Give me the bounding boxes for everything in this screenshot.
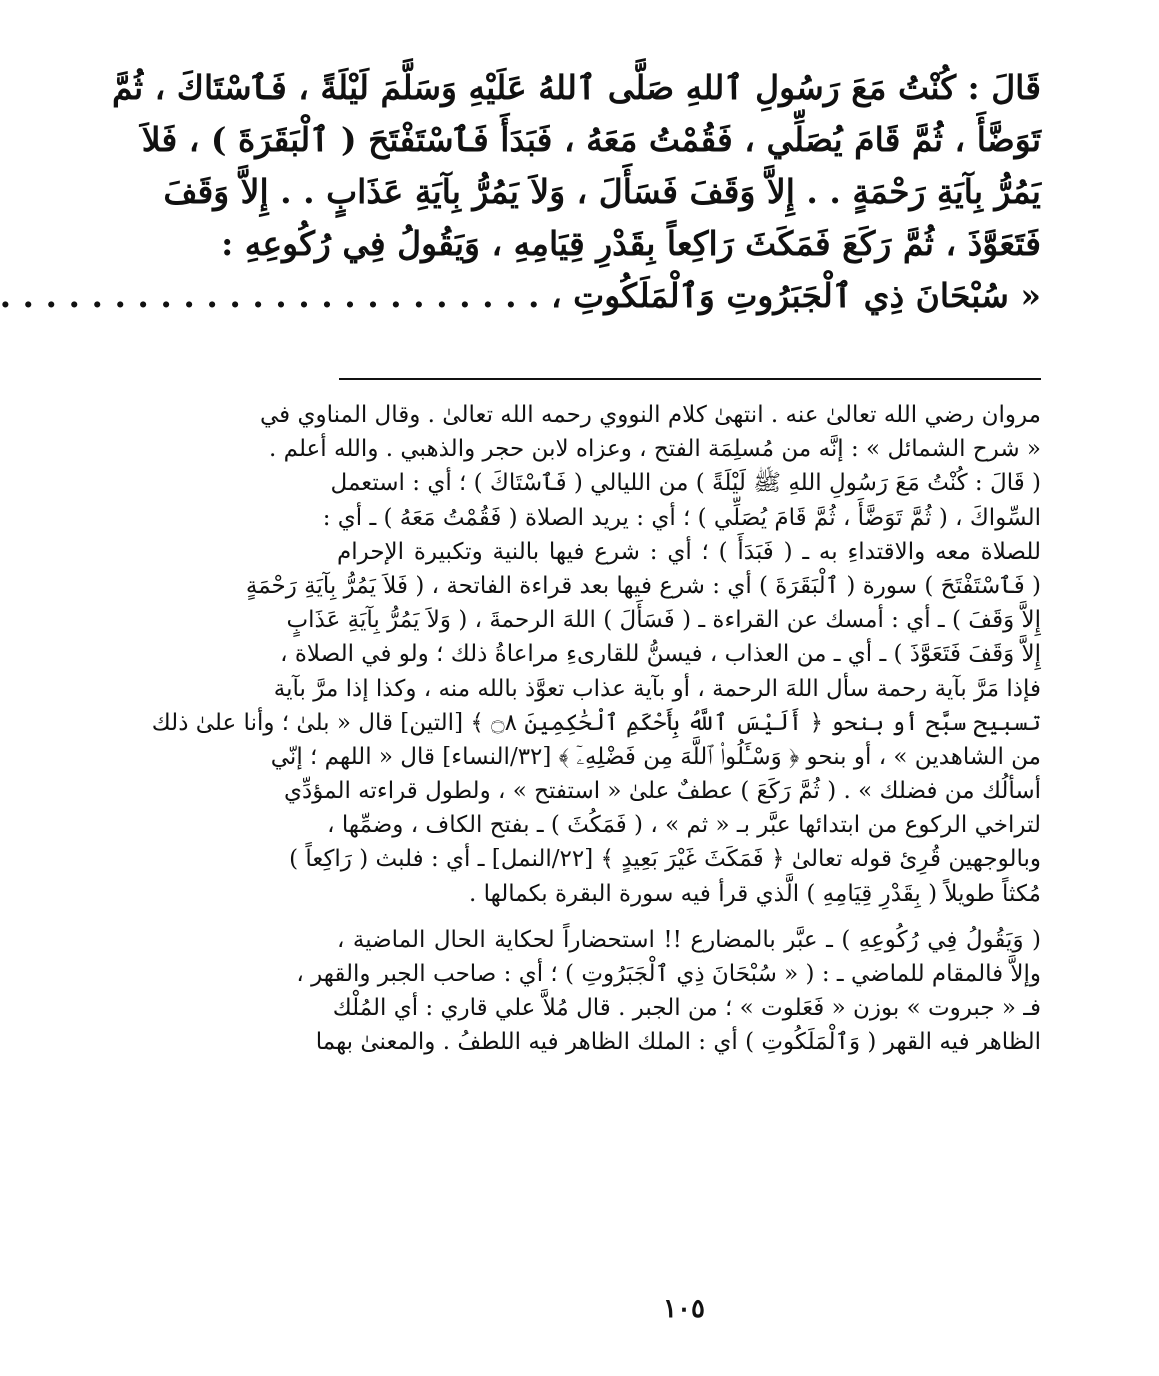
matn-line: فَتَعَوَّذَ ، ثُمَّ رَكَعَ فَمَكَثَ رَاكِعاً بِقَدْرِ قِيَامِهِ ، وَيَقُولُ فِي رُكُوعِهِ : xyxy=(221,224,1041,263)
separator-rule xyxy=(339,378,1041,380)
commentary-line: من الشاهدين » ، أو بنحو ﴿ وَسْـَٔلُوا۟ ٱللَّهَ مِن فَضْلِهِۦٓ ﴾ [٣٢/النساء] قال « اللهم ؛ إنّي xyxy=(270,743,1041,770)
page-number: ١٠٥ xyxy=(663,1294,705,1324)
commentary-line: إِلاَّ وَقَفَ ) ـ أي : أمسك عن القراءة ـ ( فَسَأَلَ ) اللهَ الرحمةَ ، ( وَلاَ يَمُرُّ بِآيَةِ عَذَابٍ xyxy=(286,607,1041,634)
commentary-line: فـ « جبروت » بوزن « فَعَلوت » ؛ من الجبر . قال مُلاَّ علي قاري : أي المُلْك xyxy=(332,995,1041,1022)
commentary-line: تسبيح سبَّح أو بنحو ﴿ أَلَيْسَ ٱللَّهُ بِأَحْكَمِ ٱلْحَٰكِمِينَ ۝٨ ﴾ [التين] قال « بلىٰ ؛ وأنا علىٰ ذلك xyxy=(151,709,1041,736)
commentary-line: وبالوجهين قُرِئ قوله تعالىٰ ﴿ فَمَكَثَ غَيْرَ بَعِيدٍ ﴾ [٢٢/النمل] ـ أي : فلبث ( رَاكِعاً ) xyxy=(289,846,1041,873)
matn-line: يَمُرُّ بِآيَةِ رَحْمَةٍ . . إِلاَّ وَقَفَ فَسَأَلَ ، وَلاَ يَمُرُّ بِآيَةِ عَذَابٍ . . إِلاَّ وَقَفَ xyxy=(163,172,1041,211)
commentary-line: للصلاة معه والاقتداءِ به ـ ( فَبَدَأَ ) ؛ أي : شرع فيها بالنية وتكبيرة الإحرام xyxy=(337,538,1041,565)
commentary-line: مُكثاً طويلاً ( بِقَدْرِ قِيَامِهِ ) الَّذي قرأ فيه سورة البقرة بكمالها . xyxy=(469,880,1041,907)
commentary-text xyxy=(151,398,1041,1060)
commentary-line: لتراخي الركوع من ابتدائها عبَّر بـ « ثم » ، ( فَمَكُثَ ) ـ بفتح الكاف ، وضمِّها ، xyxy=(327,812,1041,839)
commentary-line: مروان رضي الله تعالىٰ عنه . انتهىٰ كلام النووي رحمه الله تعالىٰ . وقال المناوي في xyxy=(260,402,1041,428)
commentary-line: ( قَالَ : كُنْتُ مَعَ رَسُولِ اللهِ ﷺ لَيْلَةً ) من الليالي ( فَٱسْتَاكَ ) ؛ أي : استعمل xyxy=(330,470,1041,497)
paragraph-gap xyxy=(337,911,1041,923)
matn-text xyxy=(0,62,1041,322)
matn-line: تَوَضَّأَ ، ثُمَّ قَامَ يُصَلِّي ، فَقُمْتُ مَعَهُ ، فَبَدَأَ فَٱسْتَفْتَحَ ( ٱلْبَقَرَةَ ) ، فَلاَ xyxy=(141,120,1041,159)
commentary-line: أسألُك من فضلك » . ( ثُمَّ رَكَعَ ) عطفٌ علىٰ « استفتح » ، ولطول قراءته المؤدِّي xyxy=(284,778,1041,805)
matn-line: قَالَ : كُنْتُ مَعَ رَسُولِ ٱللهِ صَلَّى ٱللهُ عَلَيْهِ وَسَلَّمَ لَيْلَةً ، فَٱسْتَاكَ ، ثُمَّ xyxy=(111,68,1041,107)
commentary-line: وإلاَّ فالمقام للماضي ـ : ( « سُبْحَانَ ذِي ٱلْجَبَرُوتِ ) ؛ أي : صاحب الجبر والقهر ، xyxy=(296,961,1041,987)
commentary-line: ( وَيَقُولُ فِي رُكُوعِهِ ) ـ عبَّر بالمضارع !! استحضاراً لحكاية الحال الماضية ، xyxy=(337,926,1041,953)
matn-line: « سُبْحَانَ ذِي ٱلْجَبَرُوتِ وَٱلْمَلَكُوتِ ، . . . . . . . . . . . . . . . . . . . . . . . . xyxy=(0,276,1041,315)
commentary-line: فإذا مَرَّ بآية رحمة سأل اللهَ الرحمة ، أو بآية عذاب تعوَّذ بالله منه ، وكذا إذا مرَّ بآية xyxy=(273,675,1041,702)
commentary-line: ( فَٱسْتَفْتَحَ ) سورة ( ٱلْبَقَرَةَ ) أي : شرع فيها بعد قراءة الفاتحة ، ( فَلاَ يَمُرُّ بِآيَةِ رَحْمَةٍ xyxy=(245,572,1041,599)
commentary-line: « شرح الشمائل » : إنَّه من مُسلِمَة الفتح ، وعزاه لابن حجر والذهبي . والله أعلم . xyxy=(269,436,1041,463)
commentary-line: إِلاَّ وَقَفَ فَتَعَوَّذَ ) ـ أي ـ من العذاب ، فيسنُّ للقارىءِ مراعاةُ ذلك ؛ ولو في الصلاة ، xyxy=(280,641,1041,668)
commentary-line: السِّواكَ ، ( ثُمَّ تَوَضَّأَ ، ثُمَّ قَامَ يُصَلِّي ) ؛ أي : يريد الصلاة ( فَقُمْتُ مَعَهُ ) ـ أي : xyxy=(322,504,1041,531)
commentary-line: الظاهر فيه القهر ( وَٱلْمَلَكُوتِ ) أي : الملك الظاهر فيه اللطفُ . والمعنىٰ بهما xyxy=(315,1029,1041,1056)
